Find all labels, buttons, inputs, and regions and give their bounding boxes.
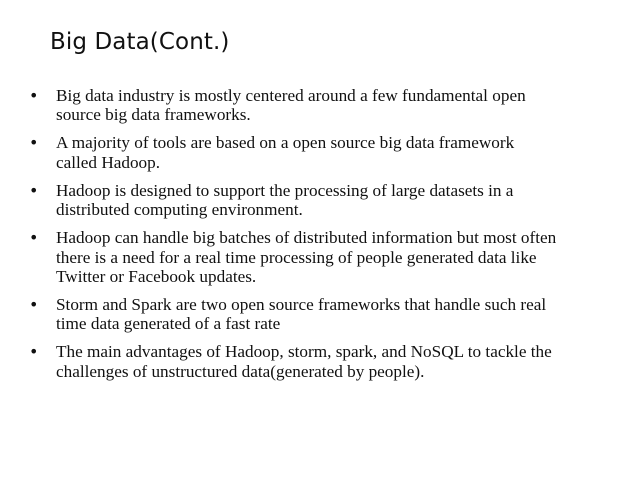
bullet-line: Twitter or Facebook updates. bbox=[56, 267, 257, 287]
bullet-item bbox=[26, 133, 621, 172]
bullet-icon: • bbox=[29, 228, 39, 248]
slide-title: Big Data(Cont.) bbox=[50, 29, 230, 55]
bullet-line: challenges of unstructured data(generated by people). bbox=[56, 361, 425, 381]
bullet-icon: • bbox=[29, 133, 39, 153]
bullet-icon: • bbox=[29, 342, 39, 362]
bullet-line: source big data frameworks. bbox=[56, 105, 251, 125]
bullet-line: distributed computing environment. bbox=[56, 200, 303, 220]
bullet-item bbox=[26, 86, 621, 125]
bullet-line: called Hadoop. bbox=[56, 152, 161, 172]
bullet-item bbox=[26, 181, 621, 220]
bullet-line: Big data industry is mostly centered around a few fundamental open bbox=[56, 86, 526, 105]
bullet-line: time data generated of a fast rate bbox=[56, 314, 281, 334]
bullet-icon: • bbox=[29, 295, 39, 315]
bullet-icon: • bbox=[29, 86, 39, 105]
bullet-line: A majority of tools are based on a open source big data framework bbox=[56, 133, 515, 153]
bullet-line: Hadoop can handle big batches of distributed information but most often bbox=[56, 228, 557, 248]
bullet-line: The main advantages of Hadoop, storm, spark, and NoSQL to tackle the bbox=[56, 342, 552, 362]
bullet-line: Storm and Spark are two open source frameworks that handle such real bbox=[56, 295, 547, 315]
bullet-list bbox=[26, 86, 621, 390]
bullet-line: there is a need for a real time processing of people generated data like bbox=[56, 247, 537, 267]
bullet-item bbox=[26, 228, 621, 286]
bullet-item bbox=[26, 342, 621, 381]
bullet-icon: • bbox=[29, 180, 39, 200]
bullet-item bbox=[26, 295, 621, 334]
bullet-line: Hadoop is designed to support the processing of large datasets in a bbox=[56, 180, 514, 200]
